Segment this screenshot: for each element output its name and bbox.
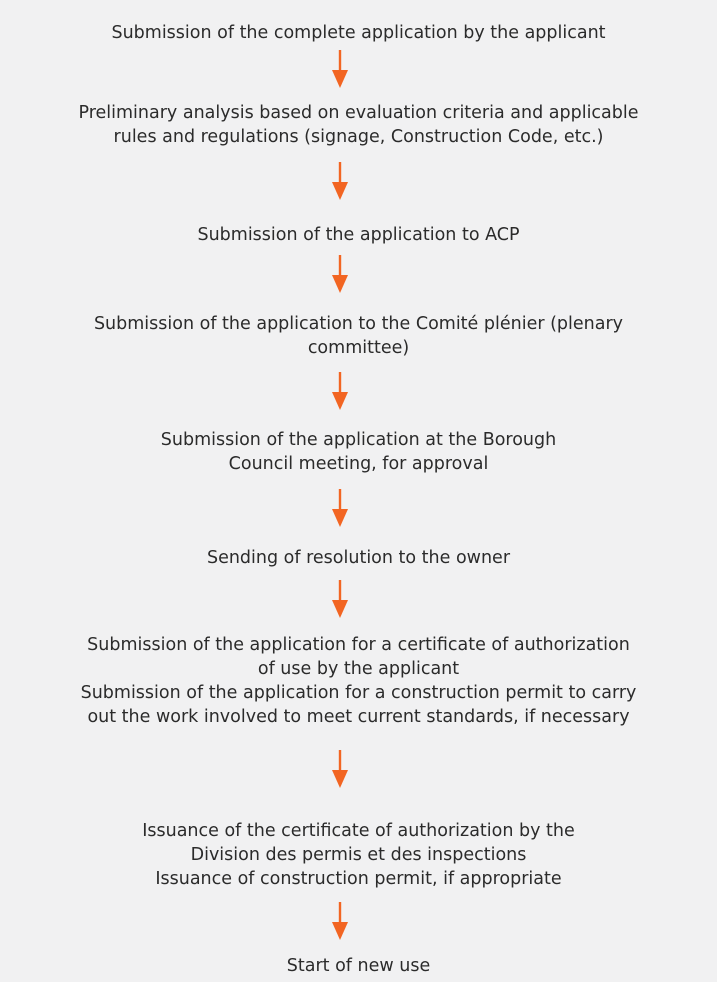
step-certificate-and-construction-application (0, 633, 717, 729)
step-text: Issuance of construction permit, if appropriate (155, 869, 562, 889)
step-submission-complete-application (0, 21, 717, 45)
down-arrow-icon (330, 255, 350, 295)
down-arrow-icon (330, 372, 350, 412)
down-arrow-icon (330, 580, 350, 620)
step-submission-to-acp (0, 223, 717, 247)
step-start-new-use (0, 954, 717, 978)
step-sending-resolution (0, 546, 717, 570)
step-issuance-certificate-and-permit (0, 819, 717, 891)
step-text: Submission of the application for a certificate of authorization (87, 635, 630, 655)
down-arrow-icon (330, 902, 350, 942)
step-text: Issuance of the certificate of authorization by the (142, 821, 575, 841)
step-text: committee) (307, 338, 410, 358)
down-arrow-icon (330, 162, 350, 202)
step-text: Submission of the application for a construction permit to carry (80, 683, 637, 703)
step-text: out the work involved to meet current standards, if necessary (87, 707, 630, 727)
step-borough-council-approval (0, 428, 717, 476)
step-submission-comite-plenier (0, 312, 717, 360)
step-text: Council meeting, for approval (228, 454, 489, 474)
down-arrow-icon (330, 50, 350, 90)
step-text: Submission of the application at the Borough (160, 430, 557, 450)
down-arrow-icon (330, 489, 350, 529)
step-preliminary-analysis (0, 101, 717, 149)
step-text: Submission of the application to ACP (197, 225, 520, 245)
step-text: Submission of the application to the Comité plénier (plenary (93, 314, 624, 334)
step-text: Submission of the complete application by the applicant (111, 23, 606, 43)
step-text: Division des permis et des inspections (190, 845, 527, 865)
step-text: Sending of resolution to the owner (206, 548, 511, 568)
step-text: Preliminary analysis based on evaluation criteria and applicable (78, 103, 639, 123)
step-text: rules and regulations (signage, Construction Code, etc.) (113, 127, 604, 147)
step-text: Start of new use (286, 956, 431, 976)
down-arrow-icon (330, 750, 350, 790)
step-text: of use by the applicant (257, 659, 460, 679)
